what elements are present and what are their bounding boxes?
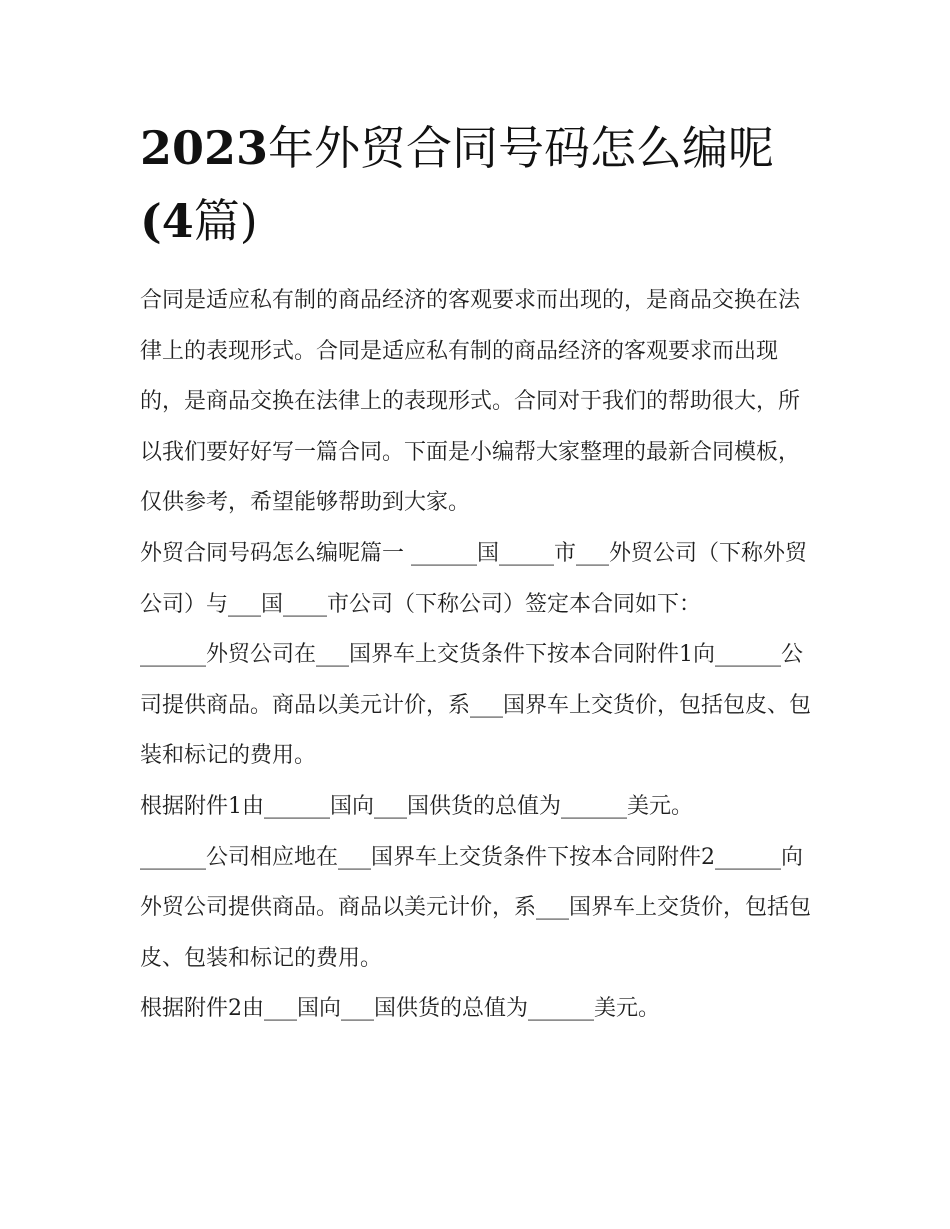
clause-paragraph: ______公司相应地在___国界车上交货条件下按本合同附件2______向外贸公司提供商品。商品以美元计价，系___国界车上交货价，包括包皮、包装和标记的费用。 <box>140 844 812 971</box>
clause-paragraph: 根据附件2由___国向___国供货的总值为______美元。 <box>140 996 660 1022</box>
title-paren: (4 <box>140 194 194 248</box>
document-title <box>140 112 820 258</box>
document-body <box>140 276 820 1035</box>
intro-paragraph: 合同是适应私有制的商品经济的客观要求而出现的，是商品交换在法律上的表现形式。合同是适应私有制的商品经济的客观要求而出现的，是商品交换在法律上的表现形式。合同对于我们的帮助很大，所以我们要好好写一篇合同。下面是小编帮大家整理的最新合同模板，仅供参考，希望能够帮助到大家。 <box>140 288 801 516</box>
clause-paragraph: 根据附件1由______国向___国供货的总值为______美元。 <box>140 793 693 819</box>
title-pian: 篇) <box>193 194 258 248</box>
title-year: 2023 <box>140 121 269 175</box>
title-main: 年外贸合同号码怎么编呢 <box>268 121 775 175</box>
clause-paragraph: ______外贸公司在___国界车上交货条件下按本合同附件1向______公司提供商品。商品以美元计价，系___国界车上交货价，包括包皮、包装和标记的费用。 <box>140 642 812 769</box>
contract-opening-paragraph: 外贸合同号码怎么编呢篇一 ______国_____市___外贸公司（下称外贸公司）与___国____市公司（下称公司）签定本合同如下： <box>140 540 807 617</box>
